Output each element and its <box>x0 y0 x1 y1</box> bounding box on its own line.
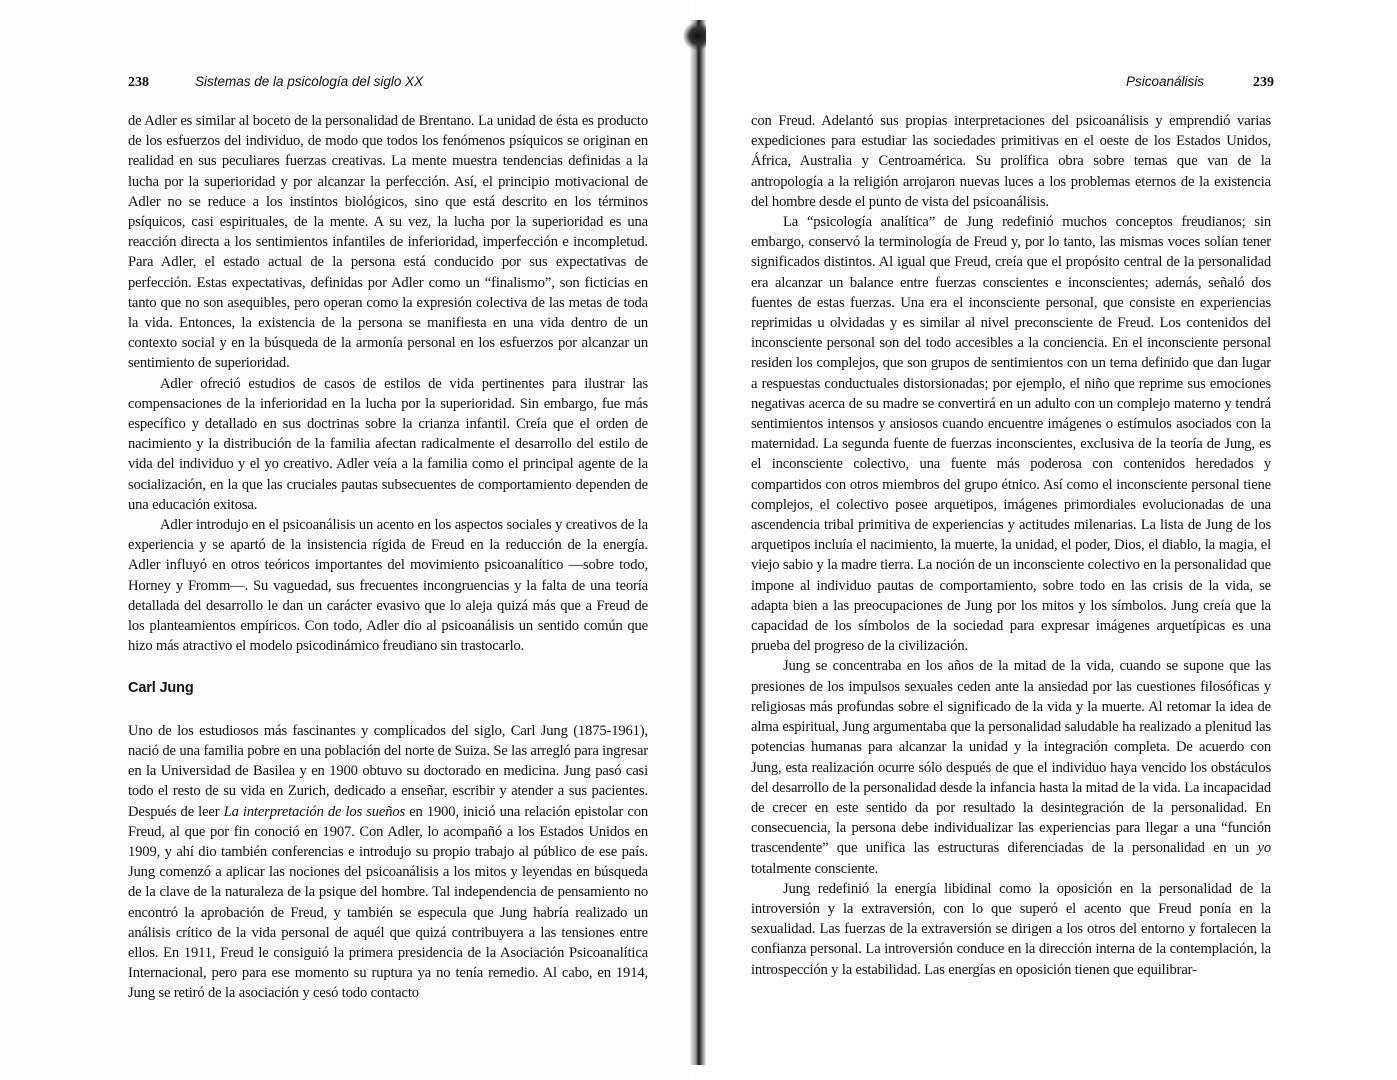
paragraph: Jung redefinió la energía libidinal como la oposición en la personalidad de la introversión y la extraversión, con lo que superó el acento que Freud ponía en la sexualidad. Las fuerzas de la extraversión se dirigen a los otros del entorno y fortalecen la confianza personal. La introversión conduce en la dirección interna de la contemplación, la introspección y la estabilidad. Las energías en oposición tienen que equilibrar- <box>751 880 1271 978</box>
paragraph <box>128 721 648 1004</box>
paragraph: La “psicología analítica” de Jung redefinió muchos conceptos freudianos; sin embargo, conservó la terminología de Freud y, por lo tanto, las mismas voces solían tener significados distintos. Al igual que Freud, creía que el propósito central de la personalidad era alcanzar un balance entre fuerzas conscientes e inconscientes; además, señaló dos fuentes de estas fuerzas. Una era el inconsciente personal, que consiste en experiencias reprimidas u olvidadas y es similar al nivel preconsciente de Freud. Los contenidos del inconsciente personal son del todo accesibles a la conciencia. En el inconsciente personal residen los complejos, que son grupos de sentimientos con un tema definido que dan lugar a respuestas conductuales distorsionadas; por ejemplo, el niño que reprime sus emociones negativas acerca de su madre se convertirá en un adulto con un complejo materno y tendrá sentimientos intensos y ansiosos cuando encuentre imágenes o estímulos asociados con la maternidad. La segunda fuente de fuerzas inconscientes, exclusiva de la teoría de Jung, es el inconsciente colectivo, una fuente más poderosa con contenidos heredados y compartidos con otros miembros del grupo étnico. Así como el inconsciente personal tiene complejos, el colectivo posee arquetipos, imágenes primordiales evolucionadas de una ascendencia tribal primitiva de experiencias y actitudes milenarias. La lista de Jung de los arquetipos incluía el nacimiento, la muerte, la unidad, el poder, Dios, el diablo, la magia, el viejo sabio y la madre tierra. La noción de un inconsciente colectivo en la personalidad que impone al individuo pautas de comportamiento, sobre todo en las crisis de la vida, se adapta bien a las preocupaciones de Jung por los mitos y los símbolos. Jung creía que la capacidad de los símbolos de la sociedad para expresar imágenes arquetípicas es una prueba del progreso de la civilización. <box>751 214 1271 655</box>
paragraph-text: en 1900, inició una relación epistolar con Freud, al que por fin conoció en 1907. Con Adler, lo acompañó a los Estados Unidos en 1909, y ahí dio también conferencias e introdujo su propio trabajo al público de ese país. Jung comenzó a aplicar las nociones del psicoanálisis a los mitos y leyendas en búsqueda de la clave de la naturaleza de la psique del hombre. Tal independencia de pensamiento no encontró la aprobación de Freud, y también se especula que Jung habría realizado un análisis crítico de la vida personal de aquél que quizá contribuyera a las tensiones entre ellos. En 1911, Freud le consiguió la primera presidencia de la Asociación Psicoanalítica Internacional, pero para ese momento su ruptura ya no tenía remedio. Al cabo, en 1914, Jung se retiró de la asociación y cesó todo contacto <box>128 803 648 1002</box>
right-page-header <box>1126 74 1274 94</box>
paragraph-text: totalmente consciente. <box>751 860 879 877</box>
book-spine <box>690 20 706 1065</box>
right-running-head: Psicoanálisis <box>1126 74 1205 89</box>
paragraph <box>751 656 1271 878</box>
italic-word: yo <box>1257 840 1271 857</box>
paragraph-text: Uno de los estudiosos más fascinantes y complicados del siglo, Carl Jung (1875-1961), nació de una familia pobre en una población del norte de Suiza. Se las arregló para ingresar en la Universidad de Basilea y en 1900 obtuvo su doctorado en medicina. Jung pasó casi todo el resto de su vida en Zurich, dedicado a enseñar, escribir y atender a sus pacientes. Después de leer <box>128 722 648 820</box>
paragraph: Adler ofreció estudios de casos de estilos de vida pertinentes para ilustrar las compensaciones de la inferioridad en la lucha por la superioridad. Sin embargo, fue más específico y detallado en sus doctrinas sobre la crianza infantil. Creía que el orden de nacimiento y la distribución de la familia afectan radicalmente el desarrollo del estilo de vida del individuo y el yo creativo. Adler veía a la familia como el principal agente de la socialización, en la que las cruciales pautas subsecuentes de comportamiento dependen de una educación exitosa. <box>128 375 648 513</box>
left-page-number: 238 <box>128 75 149 90</box>
book-title: La interpretación de los sueños <box>223 803 406 820</box>
right-page-number: 239 <box>1253 75 1274 90</box>
left-running-head: Sistemas de la psicología del siglo XX <box>195 74 424 89</box>
section-heading: Carl Jung <box>128 680 194 697</box>
paragraph: de Adler es similar al boceto de la personalidad de Brentano. La unidad de ésta es producto de los esfuerzos del individuo, de modo que todos los fenómenos psíquicos se originan en realidad en sus peculiares fuerzas creativas. La mente muestra tendencias definidas a la lucha por la superioridad y por alcanzar la perfección. Así, el principio motivacional de Adler no se reduce a los instintos biológicos, sino que está descrito en los términos psíquicos, casi espirituales, de la mente. A su vez, la lucha por la superioridad es una reacción directa a los sentimientos infantiles de inferioridad, imperfección e incompletud. Para Adler, el estado actual de la persona está conducido por sus expectativas de perfección. Estas expectativas, definidas por Adler como un “finalismo”, son ficticias en tanto que no son asequibles, pero operan como la expresión colectiva de las metas de toda la vida. Entonces, la existencia de la persona se manifiesta en una vida dentro de un contexto social y en la búsqueda de la armonía personal en los esfuerzos por alcanzar un sentimiento de superioridad. <box>128 113 648 372</box>
paragraph: con Freud. Adelantó sus propias interpretaciones del psicoanálisis y emprendió varias expediciones para estudiar las sociedades primitivas en el oeste de los Estados Unidos, África, Australia y Centroamérica. Su prolífica obra sobre temas que van de la antropología a la religión arrojaron nuevas luces a los problemas eternos de la existencia del hombre desde el punto de vista del psicoanálisis. <box>751 113 1271 210</box>
left-page-header <box>128 74 648 94</box>
right-page-body <box>751 111 1271 980</box>
right-page <box>706 0 1397 1080</box>
paragraph: Adler introdujo en el psicoanálisis un acento en los aspectos sociales y creativos de la experiencia y se apartó de la insistencia rígida de Freud en la reducción de la energía. Adler influyó en otros teóricos importantes del movimiento psicoanalítico —sobre todo, Horney y Fromm—. Su vaguedad, sus frecuentes incongruencias y la falta de una teoría detallada del desarrollo le dan un carácter evasivo que lo aleja quizá más que a Freud de los planteamientos empíricos. Con todo, Adler dio al psicoanálisis un sentido común que hizo más atractivo el modelo psicodinámico freudiano sin trastocarlo. <box>128 517 648 655</box>
left-page-body <box>128 111 648 1004</box>
paragraph-text: Jung se concentraba en los años de la mitad de la vida, cuando se supone que las presiones de los impulsos sexuales ceden ante la ansiedad por las cuestiones filosóficas y religiosas más profundas sobre el significado de la vida y la muerte. Al retomar la idea de alma espiritual, Jung argumentaba que la personalidad saludable ha realizado a plenitud las potencias humanas para alcanzar la unidad y la integración completa. De acuerdo con Jung, esta realización ocurre sólo después de que el individuo haya vencido los obstáculos del desarrollo de la personalidad desde la infancia hasta la mitad de la vida. La incapacidad de crecer en este sentido da por resultado la desintegración de la personalidad. En consecuencia, la persona debe individualizar las experiencias para llegar a una “función trascendente” que unifica las estructuras diferenciadas de la personalidad en un <box>751 658 1271 857</box>
left-page <box>0 0 690 1080</box>
